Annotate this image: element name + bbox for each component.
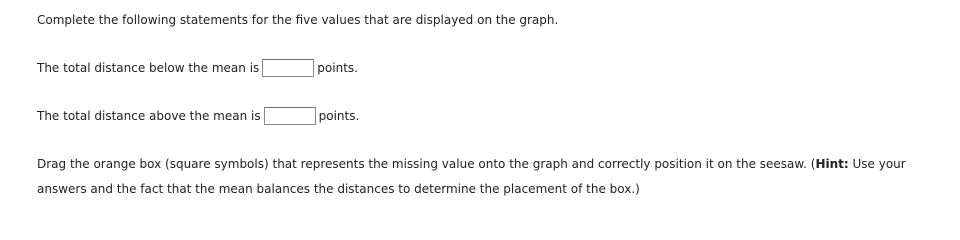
statement-below-label: The total distance below the mean is (37, 61, 260, 75)
statement-below-mean (37, 59, 358, 77)
statement-above-mean (37, 107, 359, 125)
statement-above-label: The total distance above the mean is (37, 109, 261, 123)
statement-below-unit: points. (317, 61, 358, 75)
question-intro: Complete the following statements for the five values that are displayed on the graph. (37, 13, 559, 27)
instruction-line-1 (37, 157, 906, 171)
instruction-text-end: Use your (848, 157, 906, 171)
distance-above-input[interactable] (264, 107, 316, 125)
statement-above-unit: points. (318, 109, 360, 123)
instruction-line-2: answers and the fact that the mean balances the distances to determine the placement of the box.) (37, 182, 640, 196)
instruction-text-start: Drag the orange box (square symbols) that represents the missing value onto the graph and correctly position it on the seesaw. ( (37, 157, 816, 171)
hint-label: Hint: (815, 157, 849, 171)
distance-below-input[interactable] (262, 59, 314, 77)
